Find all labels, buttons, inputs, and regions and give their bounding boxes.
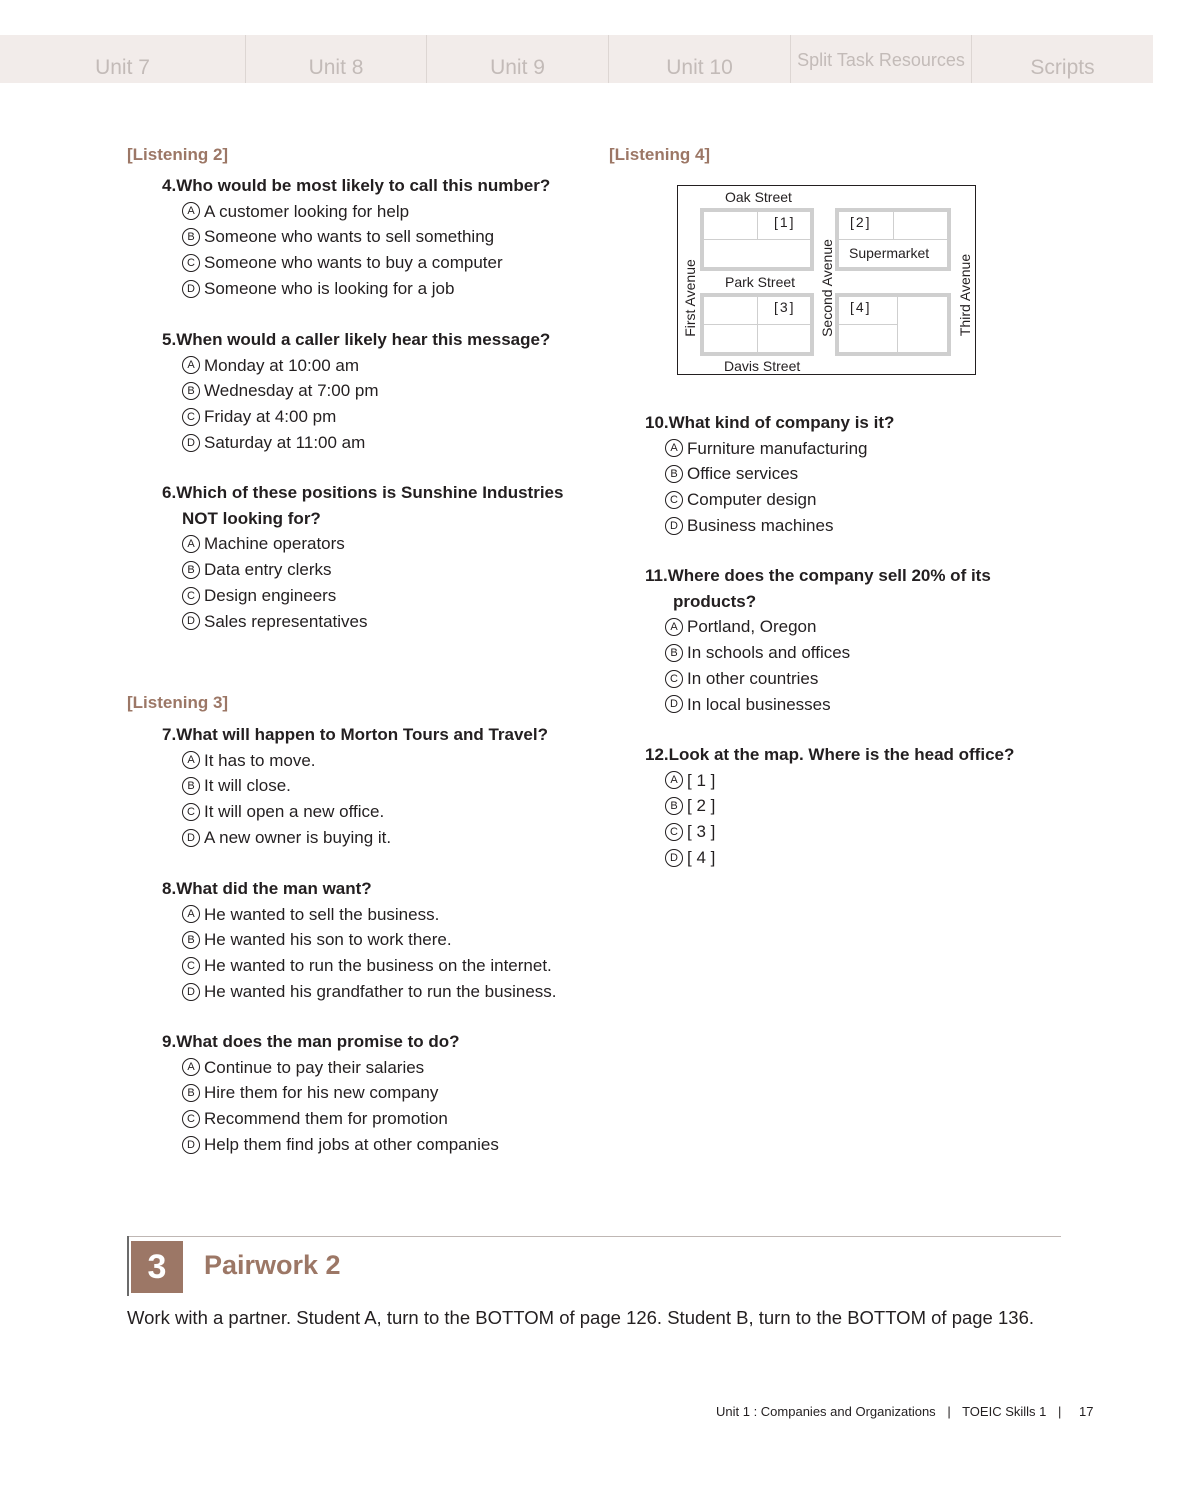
option-letter-icon: C	[665, 670, 683, 688]
option-letter-icon: B	[665, 797, 683, 815]
option-letter-icon: B	[182, 228, 200, 246]
option-a[interactable]	[645, 614, 991, 640]
tab-split-task-resources[interactable]: Split Task Resources	[791, 35, 972, 83]
section-badge-edge	[127, 1236, 129, 1296]
option-letter-icon: B	[182, 1084, 200, 1102]
section-number-badge: 3	[131, 1241, 183, 1293]
footer-separator: |	[1058, 1404, 1062, 1419]
map-lot	[703, 296, 758, 325]
option-b[interactable]	[645, 793, 1014, 819]
option-letter-icon: A	[665, 618, 683, 636]
option-d[interactable]	[162, 609, 563, 635]
option-text: Sales representatives	[204, 611, 368, 631]
option-a[interactable]	[162, 199, 550, 225]
question-number: 12.	[645, 745, 669, 764]
question-text: When would a caller likely hear this message?	[176, 330, 551, 349]
section-title: Pairwork 2	[204, 1250, 341, 1280]
question-5	[162, 327, 550, 456]
option-text: [ 1 ]	[687, 770, 716, 790]
tab-unit-8[interactable]: Unit 8	[246, 35, 427, 83]
question-11	[645, 563, 991, 717]
option-text: Someone who is looking for a job	[204, 278, 455, 298]
option-letter-icon: B	[182, 382, 200, 400]
map-block-bottom-left	[700, 293, 814, 356]
option-letter-icon: C	[182, 408, 200, 426]
page-footer	[716, 1404, 1093, 1419]
option-letter-icon: B	[182, 931, 200, 949]
option-text: Office services	[687, 464, 799, 484]
question-text-continued: products?	[673, 591, 757, 611]
option-letter-icon: D	[182, 434, 200, 452]
question-number: 10.	[645, 413, 669, 432]
map-lot	[838, 324, 898, 353]
option-c[interactable]	[162, 1106, 499, 1132]
option-c[interactable]	[162, 250, 550, 276]
footer-separator: |	[947, 1404, 951, 1419]
option-text: He wanted his grandfather to run the business.	[204, 981, 557, 1001]
option-text: Wednesday at 7:00 pm	[204, 381, 379, 401]
question-text: Where does the company sell 20% of its	[667, 566, 991, 585]
option-text: Data entry clerks	[204, 559, 332, 579]
option-letter-icon: B	[665, 465, 683, 483]
tab-scripts[interactable]: Scripts	[1030, 56, 1095, 79]
question-number: 6.	[162, 483, 177, 502]
option-letter-icon: A	[182, 1058, 200, 1076]
option-a[interactable]	[162, 531, 563, 557]
option-a[interactable]	[162, 1055, 499, 1081]
map-marker-1: [1]	[774, 214, 796, 230]
option-text: It will open a new office.	[204, 802, 385, 822]
option-b[interactable]	[645, 640, 991, 666]
map-lot	[703, 324, 758, 353]
map-marker-2: [2]	[850, 214, 872, 230]
option-letter-icon: A	[182, 751, 200, 769]
option-c[interactable]	[645, 666, 991, 692]
listening-3-label: [Listening 3]	[127, 693, 229, 712]
option-text: In schools and offices	[687, 642, 851, 662]
option-d[interactable]	[645, 692, 991, 718]
option-d[interactable]	[162, 276, 550, 302]
option-letter-icon: A	[182, 356, 200, 374]
page-number: 17	[1079, 1404, 1094, 1419]
option-b[interactable]	[162, 927, 557, 953]
first-avenue-label: First Avenue	[682, 259, 698, 337]
map-lot	[757, 324, 811, 353]
option-letter-icon: C	[182, 803, 200, 821]
option-c[interactable]	[162, 583, 563, 609]
davis-street-label: Davis Street	[724, 358, 801, 374]
option-b[interactable]	[162, 1080, 499, 1106]
option-a[interactable]	[645, 436, 894, 462]
second-avenue-label: Second Avenue	[819, 239, 835, 337]
option-text: Monday at 10:00 am	[204, 355, 359, 375]
option-text: In other countries	[687, 668, 819, 688]
option-text: Portland, Oregon	[687, 617, 817, 637]
question-text: What did the man want?	[176, 879, 372, 898]
option-b[interactable]	[162, 224, 550, 250]
third-avenue-label: Third Avenue	[957, 253, 973, 337]
option-text: Friday at 4:00 pm	[204, 407, 337, 427]
option-letter-icon: A	[182, 535, 200, 553]
question-text-continued: NOT looking for?	[182, 508, 321, 528]
tab-unit-9[interactable]: Unit 9	[427, 35, 609, 83]
option-d[interactable]	[162, 825, 548, 851]
map-lot	[703, 239, 811, 268]
option-text: Business machines	[687, 515, 834, 535]
option-a[interactable]	[162, 748, 548, 774]
option-text: Recommend them for promotion	[204, 1109, 448, 1129]
question-text: Who would be most likely to call this number?	[176, 176, 551, 195]
footer-unit: Unit 1 : Companies and Organizations	[716, 1404, 936, 1419]
option-letter-icon: C	[182, 254, 200, 272]
option-text: Someone who wants to sell something	[204, 227, 495, 247]
map-marker-4: [4]	[850, 299, 872, 315]
question-number: 7.	[162, 725, 177, 744]
option-c[interactable]	[645, 487, 894, 513]
option-text: He wanted to run the business on the internet.	[204, 956, 552, 976]
question-text: What will happen to Morton Tours and Travel?	[176, 725, 548, 744]
option-text: A customer looking for help	[204, 201, 410, 221]
option-a[interactable]	[645, 768, 1014, 794]
option-letter-icon: D	[665, 849, 683, 867]
question-12	[645, 742, 1014, 871]
section-divider	[127, 1236, 1061, 1237]
option-text: Someone who wants to buy a computer	[204, 253, 503, 273]
option-text: [ 3 ]	[687, 822, 716, 842]
option-b[interactable]	[162, 378, 550, 404]
question-9	[162, 1029, 499, 1158]
footer-book: TOEIC Skills 1	[962, 1404, 1047, 1419]
option-b[interactable]	[645, 461, 894, 487]
option-letter-icon: B	[182, 561, 200, 579]
option-letter-icon: C	[182, 957, 200, 975]
option-text: [ 2 ]	[687, 796, 716, 816]
question-text: What kind of company is it?	[668, 413, 895, 432]
option-c[interactable]	[645, 819, 1014, 845]
option-a[interactable]	[162, 353, 550, 379]
option-text: Saturday at 11:00 am	[204, 432, 366, 452]
question-text: Look at the map. Where is the head office?	[668, 745, 1015, 764]
option-text: Continue to pay their salaries	[204, 1057, 425, 1077]
option-text: Help them find jobs at other companies	[204, 1134, 499, 1154]
option-text: He wanted to sell the business.	[204, 904, 440, 924]
listening-2-label: [Listening 2]	[127, 145, 229, 164]
question-7	[162, 722, 548, 851]
option-letter-icon: B	[665, 644, 683, 662]
option-d[interactable]	[645, 845, 1014, 871]
option-letter-icon: A	[665, 771, 683, 789]
street-map	[677, 185, 976, 375]
option-text: Machine operators	[204, 534, 345, 554]
park-street-label: Park Street	[725, 274, 796, 290]
option-b[interactable]	[162, 557, 563, 583]
option-letter-icon: D	[182, 829, 200, 847]
option-text: A new owner is buying it.	[204, 827, 392, 847]
oak-street-label: Oak Street	[725, 189, 792, 205]
supermarket-label: Supermarket	[849, 245, 930, 261]
question-text: Which of these positions is Sunshine Industries	[176, 483, 564, 502]
unit-navigation	[0, 35, 1153, 83]
option-d[interactable]	[645, 513, 894, 539]
map-lot	[703, 211, 758, 240]
option-text: In local businesses	[687, 694, 831, 714]
option-letter-icon: D	[665, 517, 683, 535]
option-letter-icon: D	[182, 983, 200, 1001]
option-d[interactable]	[162, 1132, 499, 1158]
option-d[interactable]	[162, 430, 550, 456]
question-number: 8.	[162, 879, 177, 898]
question-number: 4.	[162, 176, 177, 195]
question-10	[645, 410, 894, 539]
option-c[interactable]	[162, 404, 550, 430]
option-text: Hire them for his new company	[204, 1083, 439, 1103]
option-letter-icon: A	[182, 905, 200, 923]
option-a[interactable]	[162, 902, 557, 928]
option-letter-icon: A	[665, 439, 683, 457]
question-8	[162, 876, 557, 1005]
question-4	[162, 173, 550, 302]
question-number: 9.	[162, 1032, 177, 1051]
option-letter-icon: C	[182, 1110, 200, 1128]
option-c[interactable]	[162, 953, 557, 979]
pairwork-instruction: Work with a partner. Student A, turn to the BOTTOM of page 126. Student B, turn to the BOTTOM of page 136.	[127, 1307, 1034, 1328]
option-text: Furniture manufacturing	[687, 438, 868, 458]
option-letter-icon: D	[182, 1136, 200, 1154]
option-letter-icon: D	[182, 280, 200, 298]
option-text: Computer design	[687, 490, 817, 510]
map-lot	[893, 211, 948, 240]
question-number: 11.	[645, 566, 668, 585]
option-letter-icon: D	[665, 695, 683, 713]
map-block-top-left	[700, 208, 814, 271]
tab-unit-7[interactable]: Unit 7	[0, 35, 246, 83]
option-letter-icon: A	[182, 202, 200, 220]
question-6	[162, 480, 563, 634]
option-text: It will close.	[204, 776, 291, 796]
question-text: What does the man promise to do?	[176, 1032, 460, 1051]
question-number: 5.	[162, 330, 177, 349]
option-b[interactable]	[162, 773, 548, 799]
option-letter-icon: C	[182, 587, 200, 605]
option-text: It has to move.	[204, 750, 316, 770]
option-text: He wanted his son to work there.	[204, 930, 452, 950]
map-marker-3: [3]	[774, 299, 796, 315]
option-d[interactable]	[162, 979, 557, 1005]
listening-4-label: [Listening 4]	[609, 145, 711, 164]
option-letter-icon: C	[665, 823, 683, 841]
option-text: [ 4 ]	[687, 847, 716, 867]
map-lot	[897, 296, 948, 353]
option-c[interactable]	[162, 799, 548, 825]
option-letter-icon: D	[182, 612, 200, 630]
tab-unit-10[interactable]: Unit 10	[609, 35, 791, 83]
option-text: Design engineers	[204, 585, 337, 605]
option-letter-icon: B	[182, 777, 200, 795]
option-letter-icon: C	[665, 491, 683, 509]
